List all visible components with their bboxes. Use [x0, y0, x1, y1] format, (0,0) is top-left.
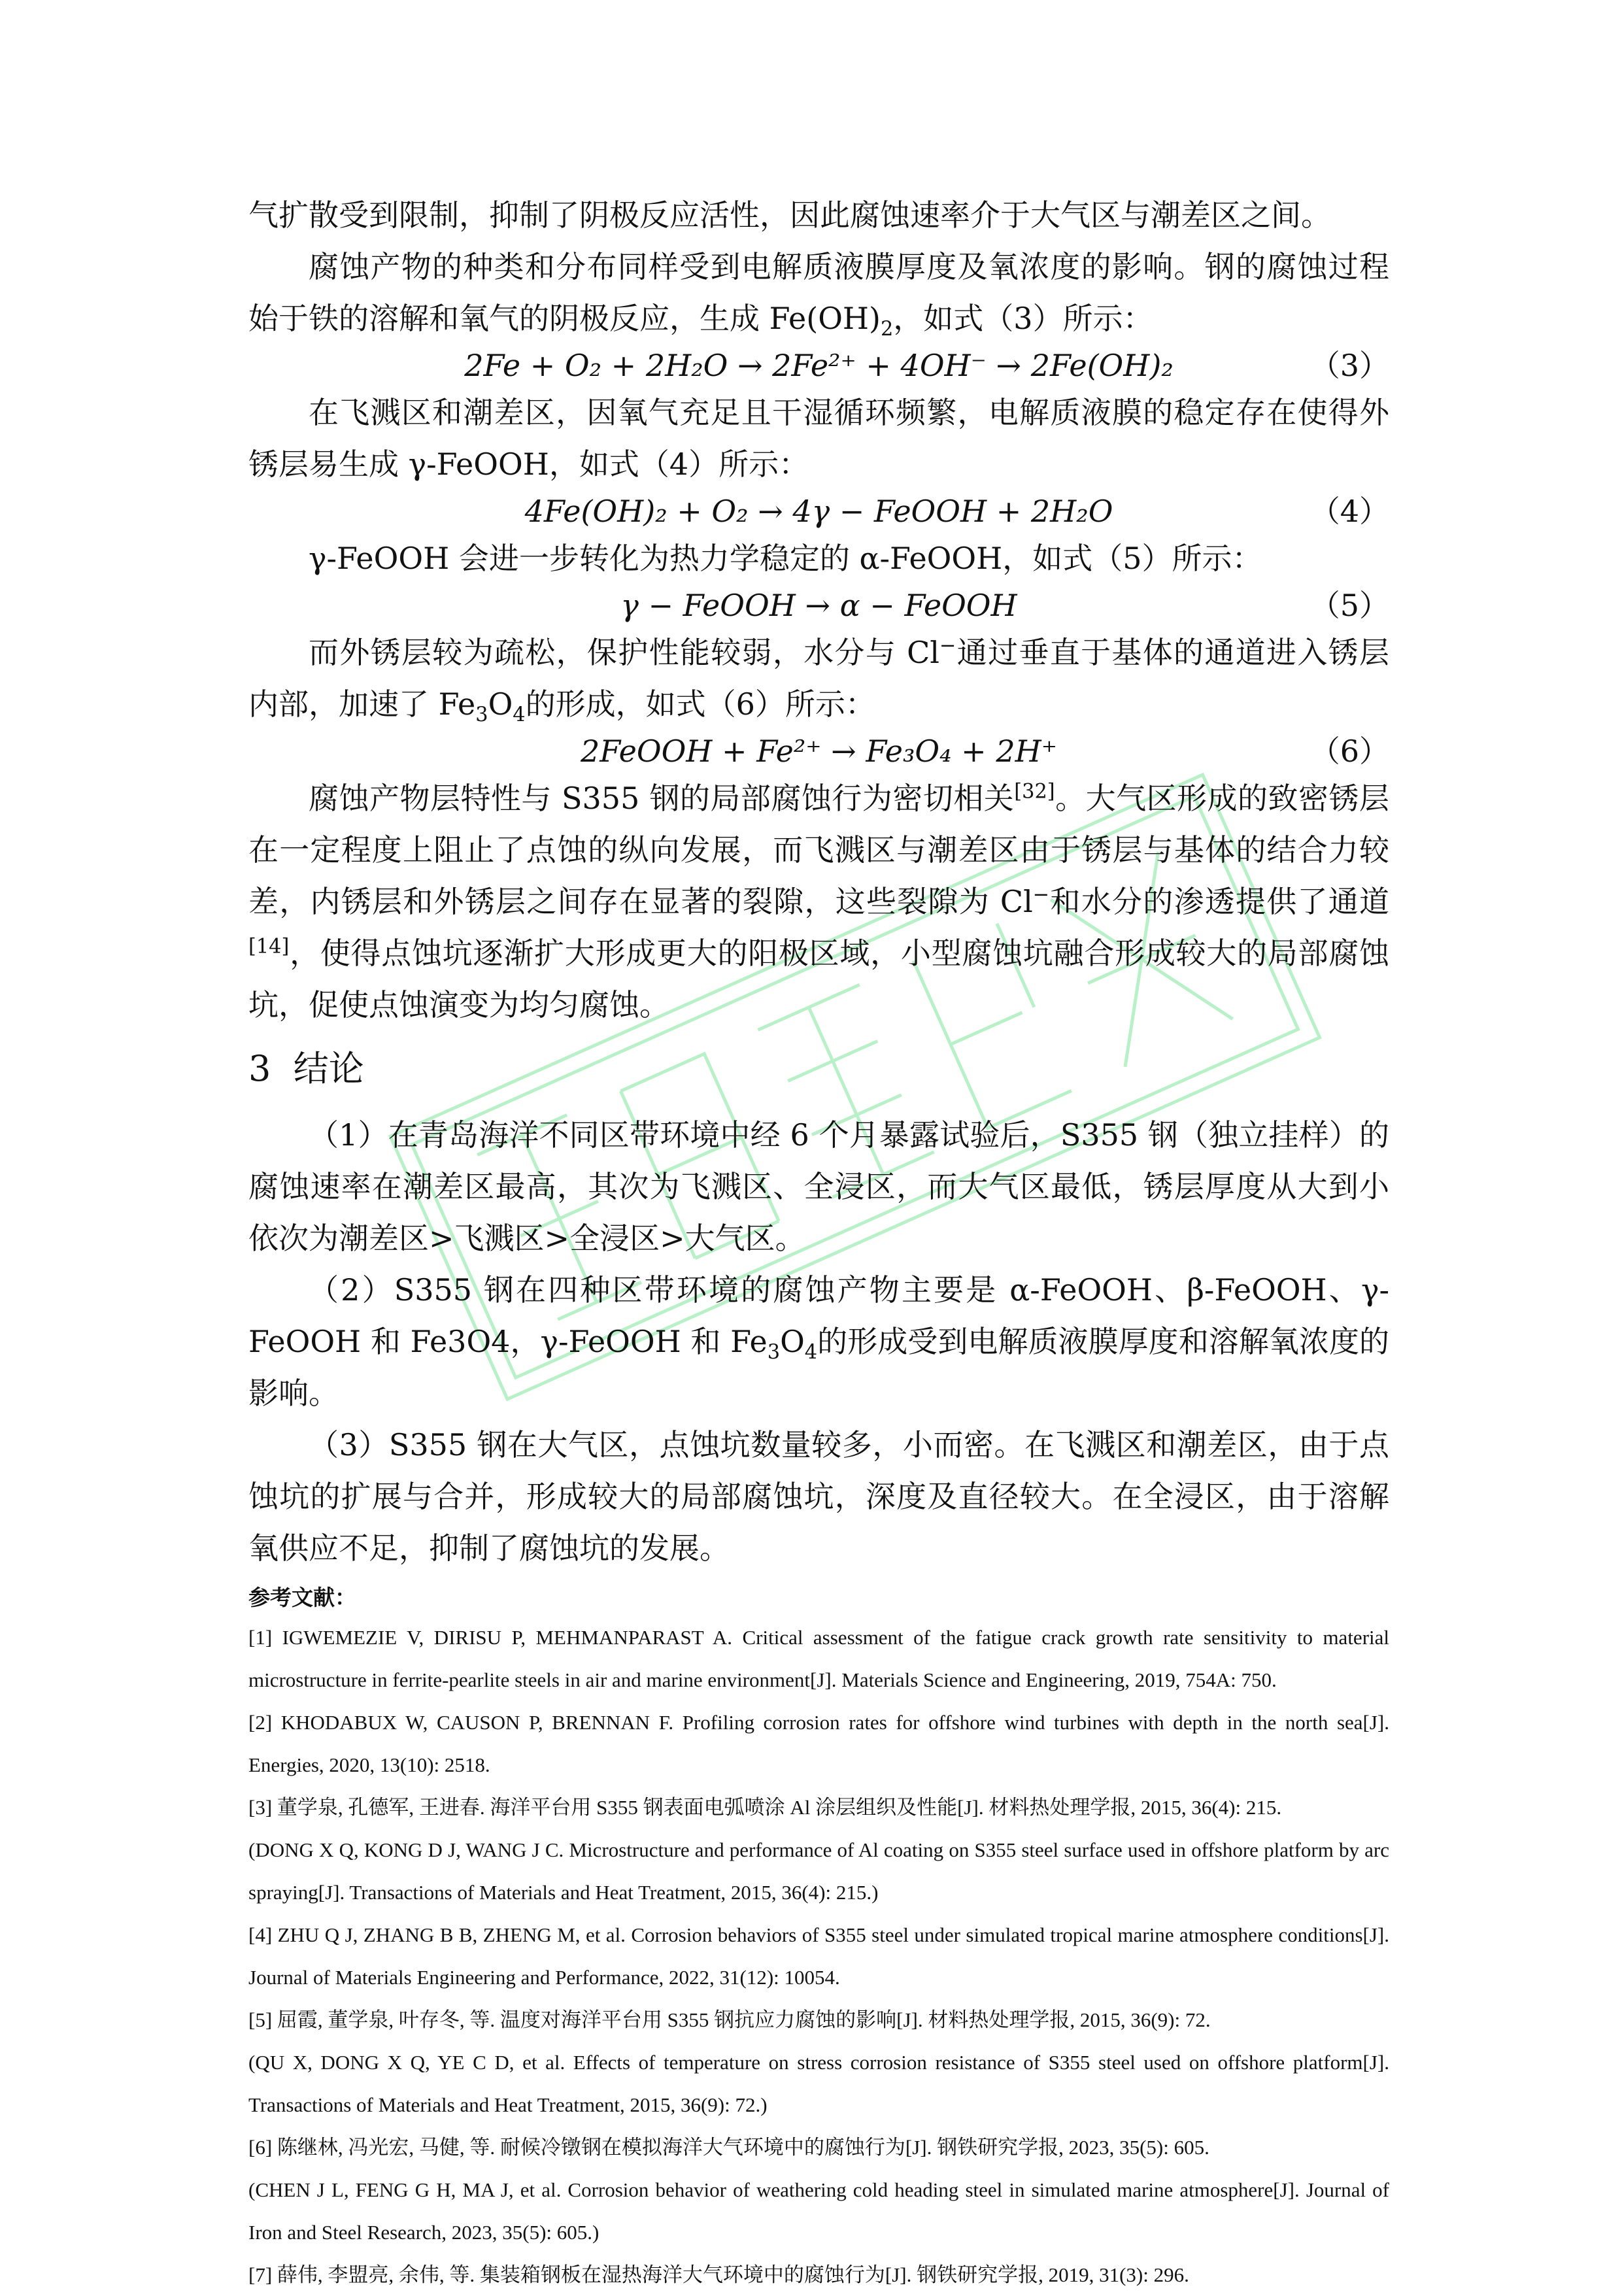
equation-5-expression: γ − FeOOH → α − FeOOH: [620, 588, 1017, 623]
equation-4-number: （4）: [1309, 494, 1389, 529]
equation-3: [248, 345, 1389, 387]
section-heading-conclusions: [248, 1043, 1389, 1095]
section-number: 3: [248, 1048, 271, 1089]
reference-item-translation: (QU X, DONG X Q, YE C D, et al. Effects of temperature on stress corrosion resistance of S355 steel used on offshore platform[J]. Transactions of Materials and Heat Treatment, 2015, 36(9): 72.): [248, 2051, 1389, 2116]
reference-item-translation: (CHEN J L, FENG G H, MA J, et al. Corrosion behavior of weathering cold heading steel in simulated marine atmosphere[J]. Journal of Iron and Steel Research, 2023, 35(5): 605.): [248, 2178, 1389, 2244]
section-title: 结论: [293, 1048, 364, 1089]
conclusion-1: （1）在青岛海洋不同区带环境中经 6 个月暴露试验后，S355 钢（独立挂样）的腐蚀速率在潮差区最高，其次为飞溅区、全浸区，而大气区最低，锈层厚度从大到小依次为潮差区>飞溅区>全浸区>大气区。: [248, 1117, 1389, 1256]
equation-6: [248, 730, 1389, 773]
paragraph-continuation: 气扩散受到限制，抑制了阴极反应活性，因此腐蚀速率介于大气区与潮差区之间。: [248, 197, 1331, 233]
equation-3-number: （3）: [1309, 348, 1389, 383]
equation-5: [248, 584, 1389, 627]
equation-6-number: （6）: [1309, 734, 1389, 769]
reference-item: [5] 屈霞, 董学泉, 叶存冬, 等. 温度对海洋平台用 S355 钢抗应力腐蚀的影响[J]. 材料热处理学报, 2015, 36(9): 72.: [248, 2008, 1211, 2031]
paragraph-gamma-feooh: γ-FeOOH 会进一步转化为热力学稳定的 α-FeOOH，如式（5）所示：: [309, 541, 1262, 576]
reference-item-translation: (DONG X Q, KONG D J, WANG J C. Microstructure and performance of Al coating on S355 steel surface used in offshore platform by arc spraying[J]. Transactions of Materials and Heat Treatment, 2015, 36(4): 215.): [248, 1838, 1389, 1904]
reference-item: [6] 陈继林, 冯光宏, 马健, 等. 耐候冷镦钢在模拟海洋大气环境中的腐蚀行为[J]. 钢铁研究学报, 2023, 35(5): 605.: [248, 2136, 1209, 2159]
equation-4-expression: 4Fe(OH)₂ + O₂ → 4γ − FeOOH + 2H₂O: [524, 494, 1113, 529]
reference-item: [3] 董学泉, 孔德军, 王进春. 海洋平台用 S355 钢表面电弧喷涂 Al 涂层组织及性能[J]. 材料热处理学报, 2015, 36(4): 215.: [248, 1796, 1282, 1819]
paragraph-splash-tidal: 在飞溅区和潮差区，因氧气充足且干湿循环频繁，电解质液膜的稳定存在使得外锈层易生成 γ-FeOOH，如式（4）所示：: [248, 395, 1389, 482]
reference-item: [7] 薛伟, 李盟亮, 余伟, 等. 集装箱钢板在湿热海洋大气环境中的腐蚀行为[J]. 钢铁研究学报, 2019, 31(3): 296.: [248, 2263, 1189, 2286]
references-heading: 参考文献：: [248, 1585, 356, 1610]
citation-32: [32]: [1014, 780, 1055, 803]
reference-item: [2] KHODABUX W, CAUSON P, BRENNAN F. Profiling corrosion rates for offshore wind turbines with depth in the north sea[J]. Energies, 2020, 13(10): 2518.: [248, 1711, 1389, 1776]
reference-item: [4] ZHU Q J, ZHANG B B, ZHENG M, et al. Corrosion behaviors of S355 steel under simulated tropical marine atmosphere conditions[J]. Journal of Materials Engineering and Performance, 2022, 31(12): 10054.: [248, 1923, 1389, 1989]
reference-item: [1] IGWEMEZIE V, DIRISU P, MEHMANPARAST A. Critical assessment of the fatigue crack growth rate sensitivity to material microstructure in ferrite-pearlite steels in air and marine environment[J]. Materials Science and Engineering, 2019, 754A: 750.: [248, 1626, 1389, 1691]
paragraph-outer-rust: 而外锈层较为疏松，保护性能较弱，水分与 Cl−通过垂直于基体的通道进入锈层内部，加速了 $Fe_3O_4$的形成，如式（6）所示：: [248, 634, 1390, 727]
equation-5-number: （5）: [1309, 588, 1389, 623]
equation-4: [248, 490, 1389, 533]
equation-6-expression: 2FeOOH + Fe²⁺ → Fe₃O₄ + 2H⁺: [580, 734, 1057, 769]
conclusion-3: （3）S355 钢在大气区，点蚀坑数量较多，小而密。在飞溅区和潮差区，由于点蚀坑的扩展与合并，形成较大的局部腐蚀坑，深度及直径较大。在全浸区，由于溶解氧供应不足，抑制了腐蚀坑的发展。: [248, 1427, 1389, 1566]
references-list: [248, 1616, 1389, 2296]
equation-3-expression: 2Fe + O₂ + 2H₂O → 2Fe²⁺ + 4OH⁻ → 2Fe(OH)₂: [464, 348, 1174, 383]
conclusion-2: （2）S355 钢在四种区带环境的腐蚀产物主要是 α-FeOOH、β-FeOOH、γ-FeOOH 和 Fe3O4，γ-FeOOH 和 $Fe_3O_4$的形成受到电解质液膜厚度和溶解氧浓度的影响。: [248, 1272, 1390, 1411]
paragraph-local-corrosion: 腐蚀产物层特性与 S355 钢的局部腐蚀行为密切相关[32]。大气区形成的致密锈层在一定程度上阻止了点蚀的纵向发展，而飞溅区与潮差区由于锈层与基体的结合力较差，内锈层和外锈层之间存在显著的裂隙，这些裂隙为 Cl−和水分的渗透提供了通道[14]，使得点蚀坑逐渐扩大形成更大的阳极区域，小型腐蚀坑融合形成较大的局部腐蚀坑，促使点蚀演变为均匀腐蚀。: [248, 780, 1390, 1022]
citation-14: [14]: [248, 935, 290, 958]
paragraph-corrosion-products: 腐蚀产物的种类和分布同样受到电解质液膜厚度及氧浓度的影响。钢的腐蚀过程始于铁的溶解和氧气的阴极反应，生成 $Fe(OH)_2$，如式（3）所示：: [248, 249, 1389, 341]
